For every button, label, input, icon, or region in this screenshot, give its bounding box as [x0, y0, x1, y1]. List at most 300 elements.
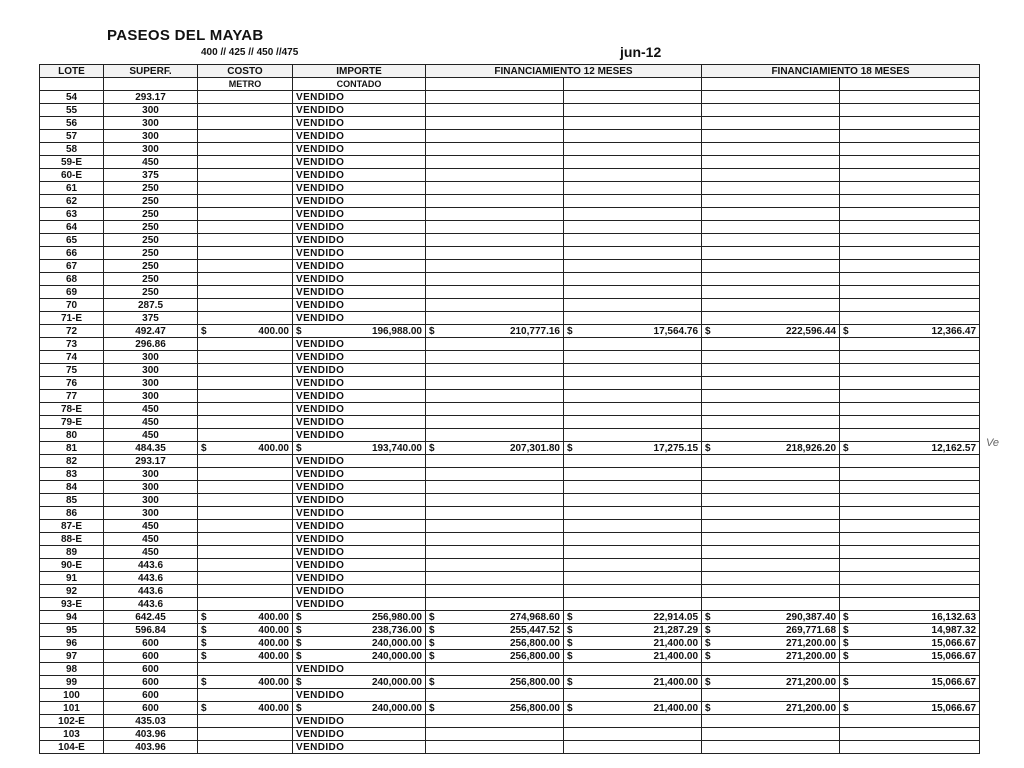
f18-total-cell: [702, 169, 840, 182]
table-row: [40, 702, 980, 715]
table-row: [40, 715, 980, 728]
status-cell: VENDIDO: [293, 494, 426, 507]
f12-total-cell: [426, 130, 564, 143]
costo-cell: [198, 650, 293, 663]
superficie-cell: 250: [104, 208, 198, 221]
superficie-cell: 484.35: [104, 442, 198, 455]
table-row: [40, 741, 980, 754]
lote-cell: 90-E: [40, 559, 104, 572]
costo-cell: [198, 494, 293, 507]
f12-total-cell: [426, 403, 564, 416]
f18-total-cell: [702, 715, 840, 728]
lote-cell: 85: [40, 494, 104, 507]
costo-cell: [198, 364, 293, 377]
status-cell: VENDIDO: [293, 572, 426, 585]
f12-total-cell: [426, 221, 564, 234]
costo-cell: [198, 91, 293, 104]
f18-mensual-cell: [840, 208, 980, 221]
costo-cell: [198, 117, 293, 130]
f12-mensual-cell: [564, 533, 702, 546]
f18-total-cell: [702, 481, 840, 494]
table-row: [40, 520, 980, 533]
amount-value: 400.00: [258, 650, 289, 662]
costo-cell: [198, 741, 293, 754]
status-cell: VENDIDO: [293, 715, 426, 728]
f12-mensual-cell: [564, 559, 702, 572]
f12-mensual-cell: [564, 143, 702, 156]
amount-value: 15,066.67: [931, 650, 977, 662]
superficie-cell: 293.17: [104, 91, 198, 104]
contado-cell: [293, 702, 426, 715]
amount-value: 207,301.80: [509, 442, 560, 454]
table-row: [40, 416, 980, 429]
table-subheader-row: [40, 78, 980, 91]
amount-value: 256,800.00: [509, 650, 560, 662]
currency-sign: $: [705, 611, 711, 623]
status-cell: VENDIDO: [293, 728, 426, 741]
f12-total-cell: [426, 234, 564, 247]
lote-cell: 94: [40, 611, 104, 624]
costo-cell: [198, 585, 293, 598]
status-cell: VENDIDO: [293, 546, 426, 559]
amount-value: 240,000.00: [371, 650, 422, 662]
f18-mensual-cell: [840, 533, 980, 546]
f18-total-cell: [702, 247, 840, 260]
lote-cell: 84: [40, 481, 104, 494]
lote-cell: 82: [40, 455, 104, 468]
amount-value: 14,987.32: [931, 624, 977, 636]
f12-total-cell: [426, 559, 564, 572]
lote-cell: 64: [40, 221, 104, 234]
table-row: [40, 546, 980, 559]
amount-value: 16,132.63: [931, 611, 977, 623]
superficie-cell: 300: [104, 390, 198, 403]
f12-total-cell: [426, 273, 564, 286]
f18-total-cell: [702, 494, 840, 507]
f12-total-cell: [426, 442, 564, 455]
table-row: [40, 117, 980, 130]
amount-value: 17,564.76: [653, 325, 699, 337]
f18-total-cell: [702, 195, 840, 208]
f18-mensual-cell: [840, 546, 980, 559]
table-row: [40, 377, 980, 390]
status-cell: VENDIDO: [293, 390, 426, 403]
table-row: [40, 533, 980, 546]
f12-total-cell: [426, 351, 564, 364]
f12-total-cell: [426, 650, 564, 663]
currency-sign: $: [296, 325, 302, 337]
superficie-cell: 300: [104, 117, 198, 130]
f12-mensual-cell: [564, 741, 702, 754]
table-row: [40, 663, 980, 676]
amount-value: 271,200.00: [785, 637, 837, 649]
lote-cell: 58: [40, 143, 104, 156]
amount-value: 400.00: [258, 702, 289, 714]
costo-cell: [198, 247, 293, 260]
amount-value: 240,000.00: [371, 637, 422, 649]
f12-mensual-cell: [564, 598, 702, 611]
status-cell: VENDIDO: [293, 559, 426, 572]
f12-total-cell: [426, 312, 564, 325]
table-row: [40, 598, 980, 611]
lote-cell: 100: [40, 689, 104, 702]
lote-cell: 101: [40, 702, 104, 715]
lote-cell: 56: [40, 117, 104, 130]
price-tiers-subtitle: 400 // 425 // 450 //475: [201, 47, 299, 58]
currency-sign: $: [201, 611, 207, 623]
currency-sign: $: [705, 676, 711, 688]
f12-mensual-cell: [564, 208, 702, 221]
table-row: [40, 624, 980, 637]
superficie-cell: 300: [104, 377, 198, 390]
superficie-cell: 492.47: [104, 325, 198, 338]
table-row: [40, 91, 980, 104]
f12-total-cell: [426, 299, 564, 312]
status-cell: VENDIDO: [293, 182, 426, 195]
f12-mensual-cell: [564, 637, 702, 650]
f12-mensual-cell: [564, 455, 702, 468]
costo-cell: [198, 312, 293, 325]
f18-total-cell: [702, 442, 840, 455]
f12-total-cell: [426, 611, 564, 624]
f12-mensual-cell: [564, 520, 702, 533]
col-subheader-metro: METRO: [198, 78, 293, 91]
table-row: [40, 637, 980, 650]
f12-mensual-cell: [564, 104, 702, 117]
amount-value: 400.00: [258, 325, 289, 337]
currency-sign: $: [567, 702, 573, 714]
status-cell: VENDIDO: [293, 429, 426, 442]
superficie-cell: 600: [104, 702, 198, 715]
amount-value: 238,736.00: [371, 624, 422, 636]
superficie-cell: 600: [104, 676, 198, 689]
amount-value: 400.00: [258, 611, 289, 623]
f18-total-cell: [702, 533, 840, 546]
superficie-cell: 300: [104, 364, 198, 377]
costo-cell: [198, 702, 293, 715]
f18-total-cell: [702, 182, 840, 195]
f12-mensual-cell: [564, 351, 702, 364]
costo-cell: [198, 624, 293, 637]
currency-sign: $: [429, 624, 435, 636]
status-cell: VENDIDO: [293, 533, 426, 546]
col-header-importe: IMPORTE: [293, 65, 426, 78]
f18-mensual-cell: [840, 91, 980, 104]
f18-mensual-cell: [840, 286, 980, 299]
table-row: [40, 481, 980, 494]
f18-total-cell: [702, 208, 840, 221]
f12-mensual-cell: [564, 182, 702, 195]
superficie-cell: 450: [104, 416, 198, 429]
amount-value: 256,980.00: [371, 611, 422, 623]
amount-value: 256,800.00: [509, 637, 560, 649]
table-row: [40, 286, 980, 299]
lots-price-table: [39, 64, 980, 754]
f12-total-cell: [426, 715, 564, 728]
lote-cell: 103: [40, 728, 104, 741]
table-row: [40, 728, 980, 741]
lote-cell: 70: [40, 299, 104, 312]
costo-cell: [198, 715, 293, 728]
superficie-cell: 300: [104, 351, 198, 364]
status-cell: VENDIDO: [293, 351, 426, 364]
table-row: [40, 559, 980, 572]
lote-cell: 68: [40, 273, 104, 286]
f12-total-cell: [426, 143, 564, 156]
f18-total-cell: [702, 741, 840, 754]
lote-cell: 91: [40, 572, 104, 585]
table-row: [40, 221, 980, 234]
f12-mensual-cell: [564, 403, 702, 416]
costo-cell: [198, 533, 293, 546]
f12-mensual-cell: [564, 364, 702, 377]
col-header-lote: LOTE: [40, 65, 104, 78]
currency-sign: $: [843, 676, 849, 688]
currency-sign: $: [567, 624, 573, 636]
f12-total-cell: [426, 494, 564, 507]
superficie-cell: 250: [104, 234, 198, 247]
f18-mensual-cell: [840, 273, 980, 286]
superficie-cell: 250: [104, 260, 198, 273]
subheader-empty: [564, 78, 702, 91]
contado-cell: [293, 442, 426, 455]
currency-sign: $: [201, 702, 207, 714]
superficie-cell: 600: [104, 637, 198, 650]
table-row: [40, 234, 980, 247]
table-row: [40, 143, 980, 156]
amount-value: 21,400.00: [653, 650, 699, 662]
currency-sign: $: [843, 702, 849, 714]
f18-mensual-cell: [840, 442, 980, 455]
currency-sign: $: [296, 637, 302, 649]
superficie-cell: 443.6: [104, 585, 198, 598]
amount-value: 12,366.47: [931, 325, 977, 337]
costo-cell: [198, 325, 293, 338]
status-cell: VENDIDO: [293, 130, 426, 143]
amount-value: 274,968.60: [509, 611, 560, 623]
lote-cell: 65: [40, 234, 104, 247]
costo-cell: [198, 416, 293, 429]
f18-mensual-cell: [840, 520, 980, 533]
f12-total-cell: [426, 286, 564, 299]
amount-value: 218,926.20: [785, 442, 837, 454]
superficie-cell: 642.45: [104, 611, 198, 624]
lote-cell: 62: [40, 195, 104, 208]
superficie-cell: 300: [104, 143, 198, 156]
table-row: [40, 650, 980, 663]
f12-total-cell: [426, 208, 564, 221]
currency-sign: $: [429, 650, 435, 662]
f18-total-cell: [702, 585, 840, 598]
superficie-cell: 375: [104, 312, 198, 325]
f18-total-cell: [702, 702, 840, 715]
f12-total-cell: [426, 260, 564, 273]
f18-total-cell: [702, 104, 840, 117]
f12-total-cell: [426, 741, 564, 754]
f18-total-cell: [702, 91, 840, 104]
f18-total-cell: [702, 351, 840, 364]
status-cell: VENDIDO: [293, 273, 426, 286]
currency-sign: $: [296, 702, 302, 714]
superficie-cell: 450: [104, 520, 198, 533]
table-row: [40, 273, 980, 286]
f18-total-cell: [702, 468, 840, 481]
lote-cell: 96: [40, 637, 104, 650]
f12-total-cell: [426, 598, 564, 611]
status-cell: VENDIDO: [293, 247, 426, 260]
superficie-cell: 250: [104, 182, 198, 195]
f12-mensual-cell: [564, 676, 702, 689]
currency-sign: $: [843, 325, 849, 337]
currency-sign: $: [201, 624, 207, 636]
f12-total-cell: [426, 247, 564, 260]
f18-mensual-cell: [840, 182, 980, 195]
amount-value: 193,740.00: [371, 442, 422, 454]
f18-total-cell: [702, 637, 840, 650]
lote-cell: 93-E: [40, 598, 104, 611]
f18-mensual-cell: [840, 455, 980, 468]
f12-mensual-cell: [564, 338, 702, 351]
f18-total-cell: [702, 260, 840, 273]
f18-total-cell: [702, 611, 840, 624]
f12-mensual-cell: [564, 390, 702, 403]
lote-cell: 76: [40, 377, 104, 390]
amount-value: 256,800.00: [509, 676, 560, 688]
lote-cell: 97: [40, 650, 104, 663]
f12-total-cell: [426, 624, 564, 637]
subheader-empty: [702, 78, 840, 91]
lote-cell: 78-E: [40, 403, 104, 416]
costo-cell: [198, 481, 293, 494]
superficie-cell: 450: [104, 403, 198, 416]
f18-total-cell: [702, 117, 840, 130]
f12-total-cell: [426, 377, 564, 390]
costo-cell: [198, 689, 293, 702]
subheader-empty: [426, 78, 564, 91]
status-cell: VENDIDO: [293, 585, 426, 598]
f18-mensual-cell: [840, 637, 980, 650]
status-cell: VENDIDO: [293, 208, 426, 221]
table-row: [40, 247, 980, 260]
superficie-cell: 450: [104, 429, 198, 442]
f18-mensual-cell: [840, 338, 980, 351]
contado-cell: [293, 676, 426, 689]
f18-total-cell: [702, 221, 840, 234]
table-row: [40, 260, 980, 273]
amount-value: 210,777.16: [509, 325, 560, 337]
lote-cell: 73: [40, 338, 104, 351]
currency-sign: $: [296, 624, 302, 636]
superficie-cell: 443.6: [104, 598, 198, 611]
amount-value: 256,800.00: [509, 702, 560, 714]
superficie-cell: 250: [104, 273, 198, 286]
status-cell: VENDIDO: [293, 338, 426, 351]
f18-mensual-cell: [840, 702, 980, 715]
f18-mensual-cell: [840, 195, 980, 208]
contado-cell: [293, 637, 426, 650]
status-cell: VENDIDO: [293, 663, 426, 676]
f18-mensual-cell: [840, 364, 980, 377]
superficie-cell: 300: [104, 104, 198, 117]
superficie-cell: 300: [104, 468, 198, 481]
table-row: [40, 468, 980, 481]
lote-cell: 72: [40, 325, 104, 338]
f12-mensual-cell: [564, 260, 702, 273]
f12-total-cell: [426, 416, 564, 429]
f12-mensual-cell: [564, 325, 702, 338]
costo-cell: [198, 338, 293, 351]
amount-value: 400.00: [258, 442, 289, 454]
currency-sign: $: [201, 442, 207, 454]
amount-value: 400.00: [258, 637, 289, 649]
f12-total-cell: [426, 117, 564, 130]
currency-sign: $: [567, 611, 573, 623]
f12-mensual-cell: [564, 312, 702, 325]
lote-cell: 83: [40, 468, 104, 481]
costo-cell: [198, 208, 293, 221]
f12-total-cell: [426, 663, 564, 676]
col-header-superficie: SUPERF.: [104, 65, 198, 78]
currency-sign: $: [843, 637, 849, 649]
status-cell: VENDIDO: [293, 156, 426, 169]
costo-cell: [198, 559, 293, 572]
lote-cell: 66: [40, 247, 104, 260]
currency-sign: $: [296, 611, 302, 623]
f12-mensual-cell: [564, 299, 702, 312]
f12-total-cell: [426, 364, 564, 377]
f12-total-cell: [426, 585, 564, 598]
f12-mensual-cell: [564, 507, 702, 520]
status-cell: VENDIDO: [293, 416, 426, 429]
f12-mensual-cell: [564, 221, 702, 234]
f18-total-cell: [702, 650, 840, 663]
f12-mensual-cell: [564, 91, 702, 104]
lote-cell: 89: [40, 546, 104, 559]
lote-cell: 81: [40, 442, 104, 455]
f18-mensual-cell: [840, 611, 980, 624]
lote-cell: 61: [40, 182, 104, 195]
contado-cell: [293, 650, 426, 663]
currency-sign: $: [567, 325, 573, 337]
costo-cell: [198, 546, 293, 559]
f12-total-cell: [426, 338, 564, 351]
f12-total-cell: [426, 195, 564, 208]
status-cell: VENDIDO: [293, 221, 426, 234]
f12-total-cell: [426, 390, 564, 403]
f18-total-cell: [702, 429, 840, 442]
superficie-cell: 250: [104, 221, 198, 234]
f18-mensual-cell: [840, 689, 980, 702]
subheader-empty: [840, 78, 980, 91]
table-row: [40, 130, 980, 143]
f12-total-cell: [426, 689, 564, 702]
subheader-empty: [104, 78, 198, 91]
f18-mensual-cell: [840, 572, 980, 585]
table-row: [40, 208, 980, 221]
status-cell: VENDIDO: [293, 377, 426, 390]
f18-total-cell: [702, 598, 840, 611]
currency-sign: $: [705, 442, 711, 454]
f18-mensual-cell: [840, 351, 980, 364]
amount-value: 15,066.67: [931, 676, 977, 688]
costo-cell: [198, 572, 293, 585]
superficie-cell: 300: [104, 481, 198, 494]
f18-mensual-cell: [840, 598, 980, 611]
f12-total-cell: [426, 169, 564, 182]
lote-cell: 87-E: [40, 520, 104, 533]
table-row: [40, 611, 980, 624]
f18-total-cell: [702, 156, 840, 169]
